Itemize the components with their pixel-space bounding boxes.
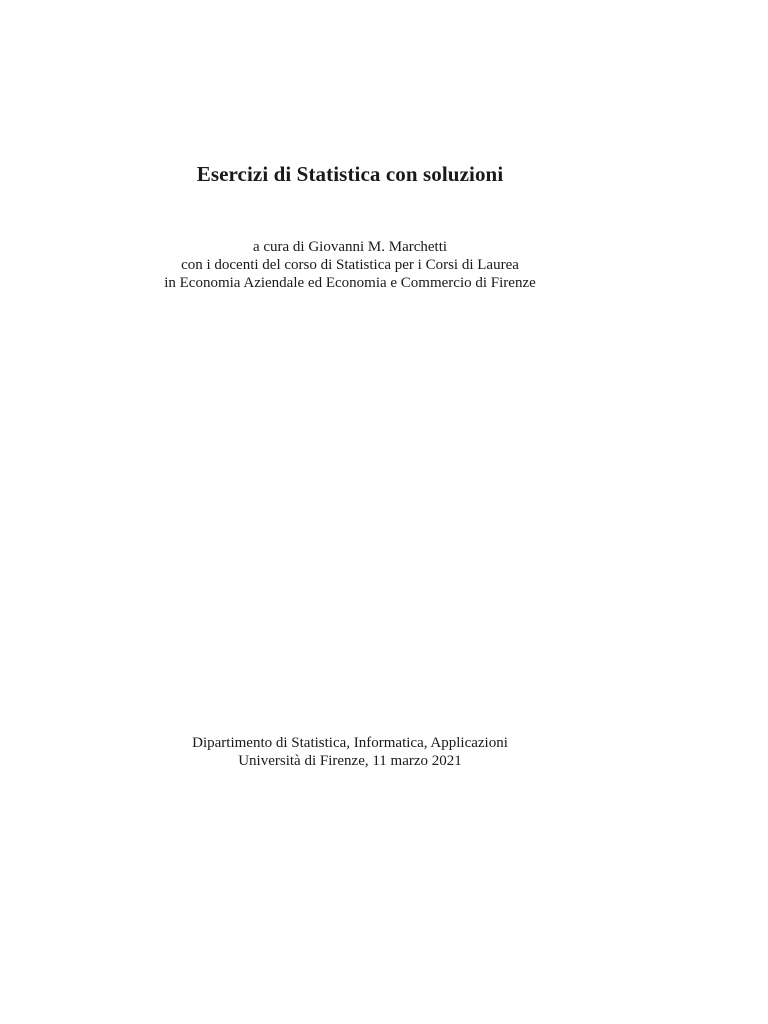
degree-programs-line: in Economia Aziendale ed Economia e Commercio di Firenze bbox=[164, 275, 536, 291]
authors-block bbox=[0, 238, 700, 292]
university-date-line: Università di Firenze, 11 marzo 2021 bbox=[238, 753, 462, 769]
editor-line: a cura di Giovanni M. Marchetti bbox=[252, 239, 448, 255]
document-title: Esercizi di Statistica con soluzioni bbox=[196, 162, 504, 186]
department-line: Dipartimento di Statistica, Informatica, Applicazioni bbox=[192, 735, 508, 751]
affiliation-block bbox=[0, 734, 700, 770]
contributors-line: con i docenti del corso di Statistica per i Corsi di Laurea bbox=[181, 257, 519, 273]
